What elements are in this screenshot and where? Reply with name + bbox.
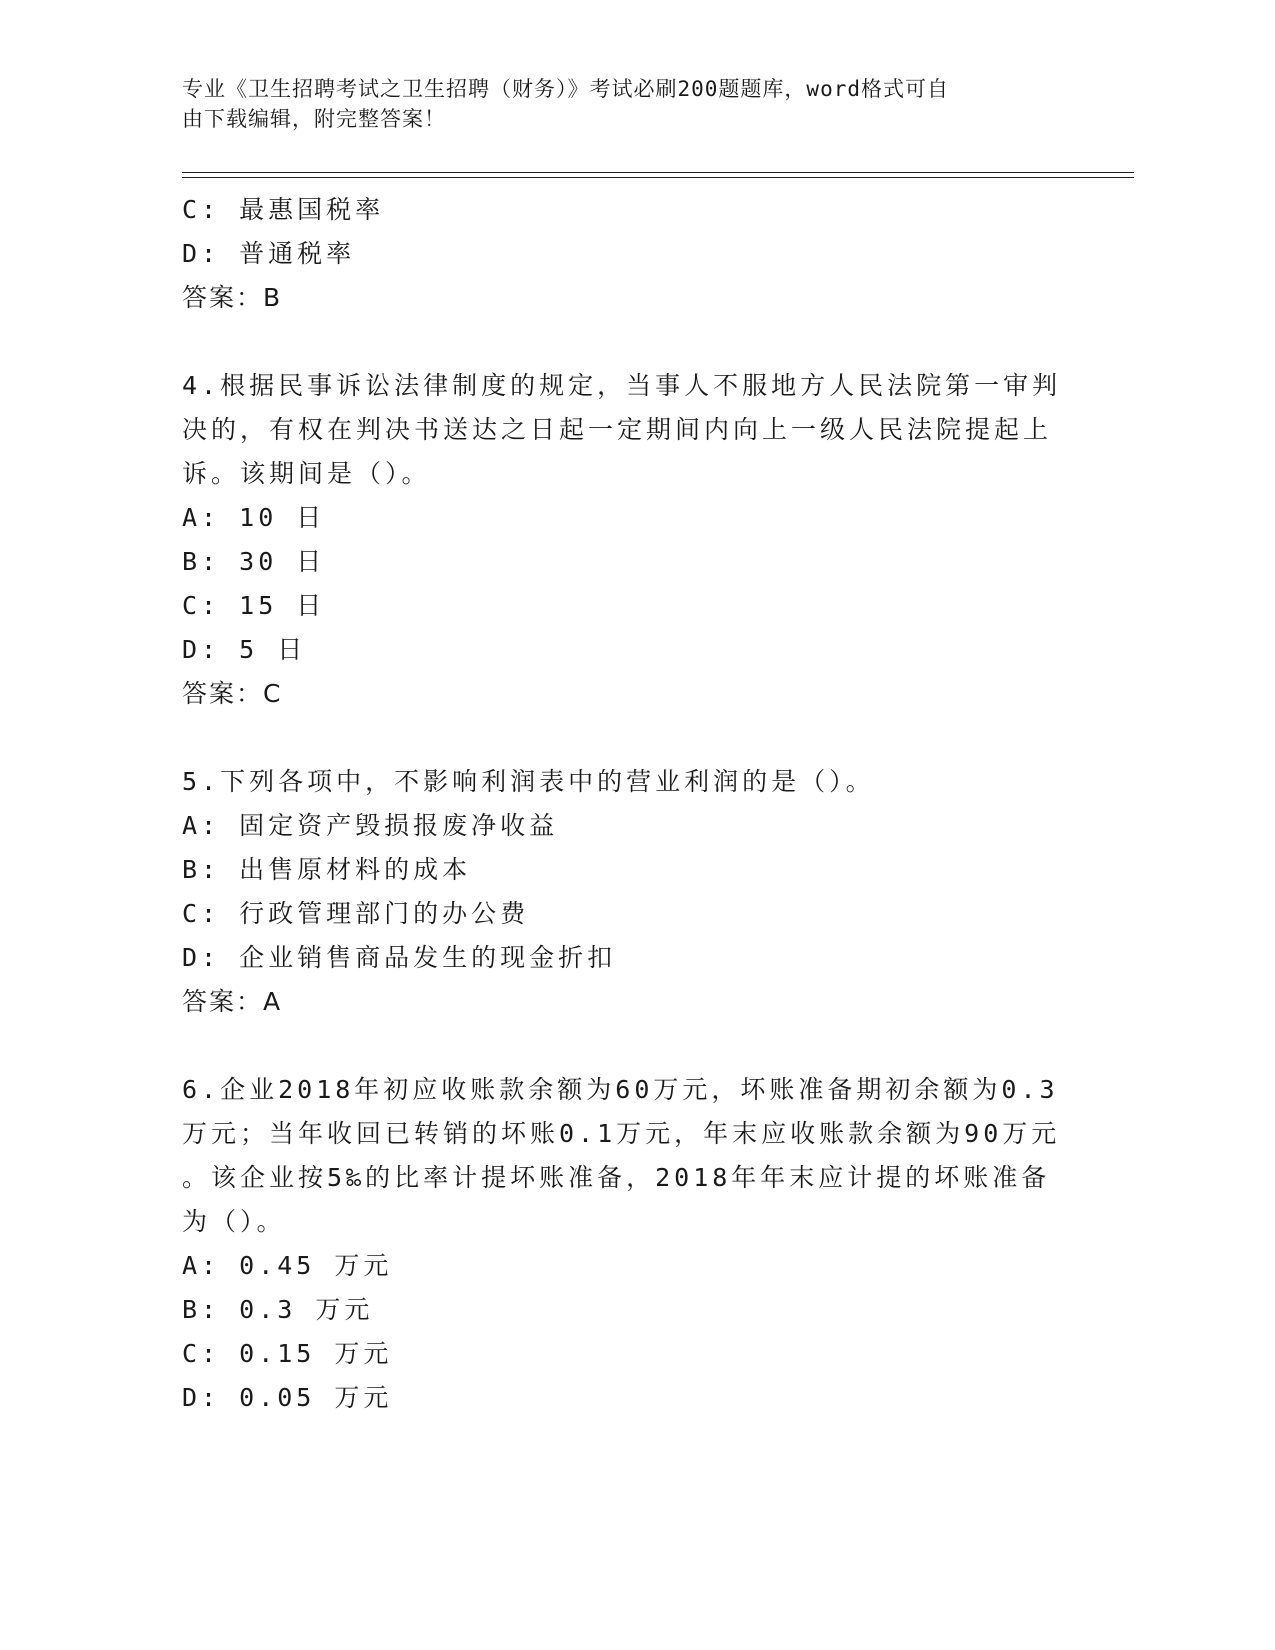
- question-6-stem-line-1: 6.企业2018年初应收账款余额为60万元，坏账准备期初余额为0.3: [182, 1075, 1059, 1104]
- question-5-answer: 答案：A: [182, 987, 283, 1016]
- question-4-stem-line-3: 诉。该期间是（）。: [182, 459, 431, 488]
- question-6-option-d: D: 0.05 万元: [182, 1383, 393, 1412]
- question-6-stem-line-2: 万元；当年收回已转销的坏账0.1万元，年末应收账款余额为90万元: [182, 1119, 1061, 1148]
- question-5-option-c: C: 行政管理部门的办公费: [182, 899, 530, 928]
- question-content: [182, 188, 1082, 1420]
- question-4-option-c: C: 15 日: [182, 591, 326, 620]
- question-5-option-d: D: 企业销售商品发生的现金折扣: [182, 943, 617, 972]
- question-4-answer: 答案：C: [182, 679, 283, 708]
- question-4-stem-line-2: 决的，有权在判决书送达之日起一定期间内向上一级人民法院提起上: [182, 415, 1053, 444]
- question-6-stem-line-4: 为（）。: [182, 1207, 286, 1236]
- question-6-option-c: C: 0.15 万元: [182, 1339, 393, 1368]
- question-6-option-b: B: 0.3 万元: [182, 1295, 374, 1324]
- header-divider-bottom: [182, 177, 1134, 178]
- question-3-fragment: [182, 188, 1082, 320]
- question-3-option-d: D: 普通税率: [182, 239, 356, 268]
- question-5-option-b: B: 出售原材料的成本: [182, 855, 472, 884]
- question-4-option-a: A: 10 日: [182, 503, 326, 532]
- question-spacer: [182, 1024, 1082, 1068]
- question-spacer: [182, 320, 1082, 364]
- question-4: [182, 364, 1082, 716]
- question-4-option-b: B: 30 日: [182, 547, 326, 576]
- question-6-option-a: A: 0.45 万元: [182, 1251, 393, 1280]
- question-4-option-d: D: 5 日: [182, 635, 307, 664]
- question-5-option-a: A: 固定资产毁损报废净收益: [182, 811, 559, 840]
- question-5-stem-line-1: 5.下列各项中，不影响利润表中的营业利润的是（）。: [182, 767, 875, 796]
- header-divider-top: [182, 172, 1134, 173]
- header-line-2: 由下载编辑，附完整答案！: [182, 107, 446, 131]
- page-header: [182, 74, 1082, 134]
- question-3-answer: 答案：B: [182, 283, 283, 312]
- question-6-stem-line-3: 。该企业按5‰的比率计提坏账准备，2018年年末应计提的坏账准备: [182, 1163, 1051, 1192]
- question-5: [182, 760, 1082, 1024]
- question-3-option-c: C: 最惠国税率: [182, 195, 385, 224]
- question-spacer: [182, 716, 1082, 760]
- question-6: [182, 1068, 1082, 1420]
- question-4-stem-line-1: 4.根据民事诉讼法律制度的规定，当事人不服地方人民法院第一审判: [182, 371, 1062, 400]
- header-line-1: 专业《卫生招聘考试之卫生招聘（财务）》考试必刷200题题库，word格式可自: [182, 77, 949, 101]
